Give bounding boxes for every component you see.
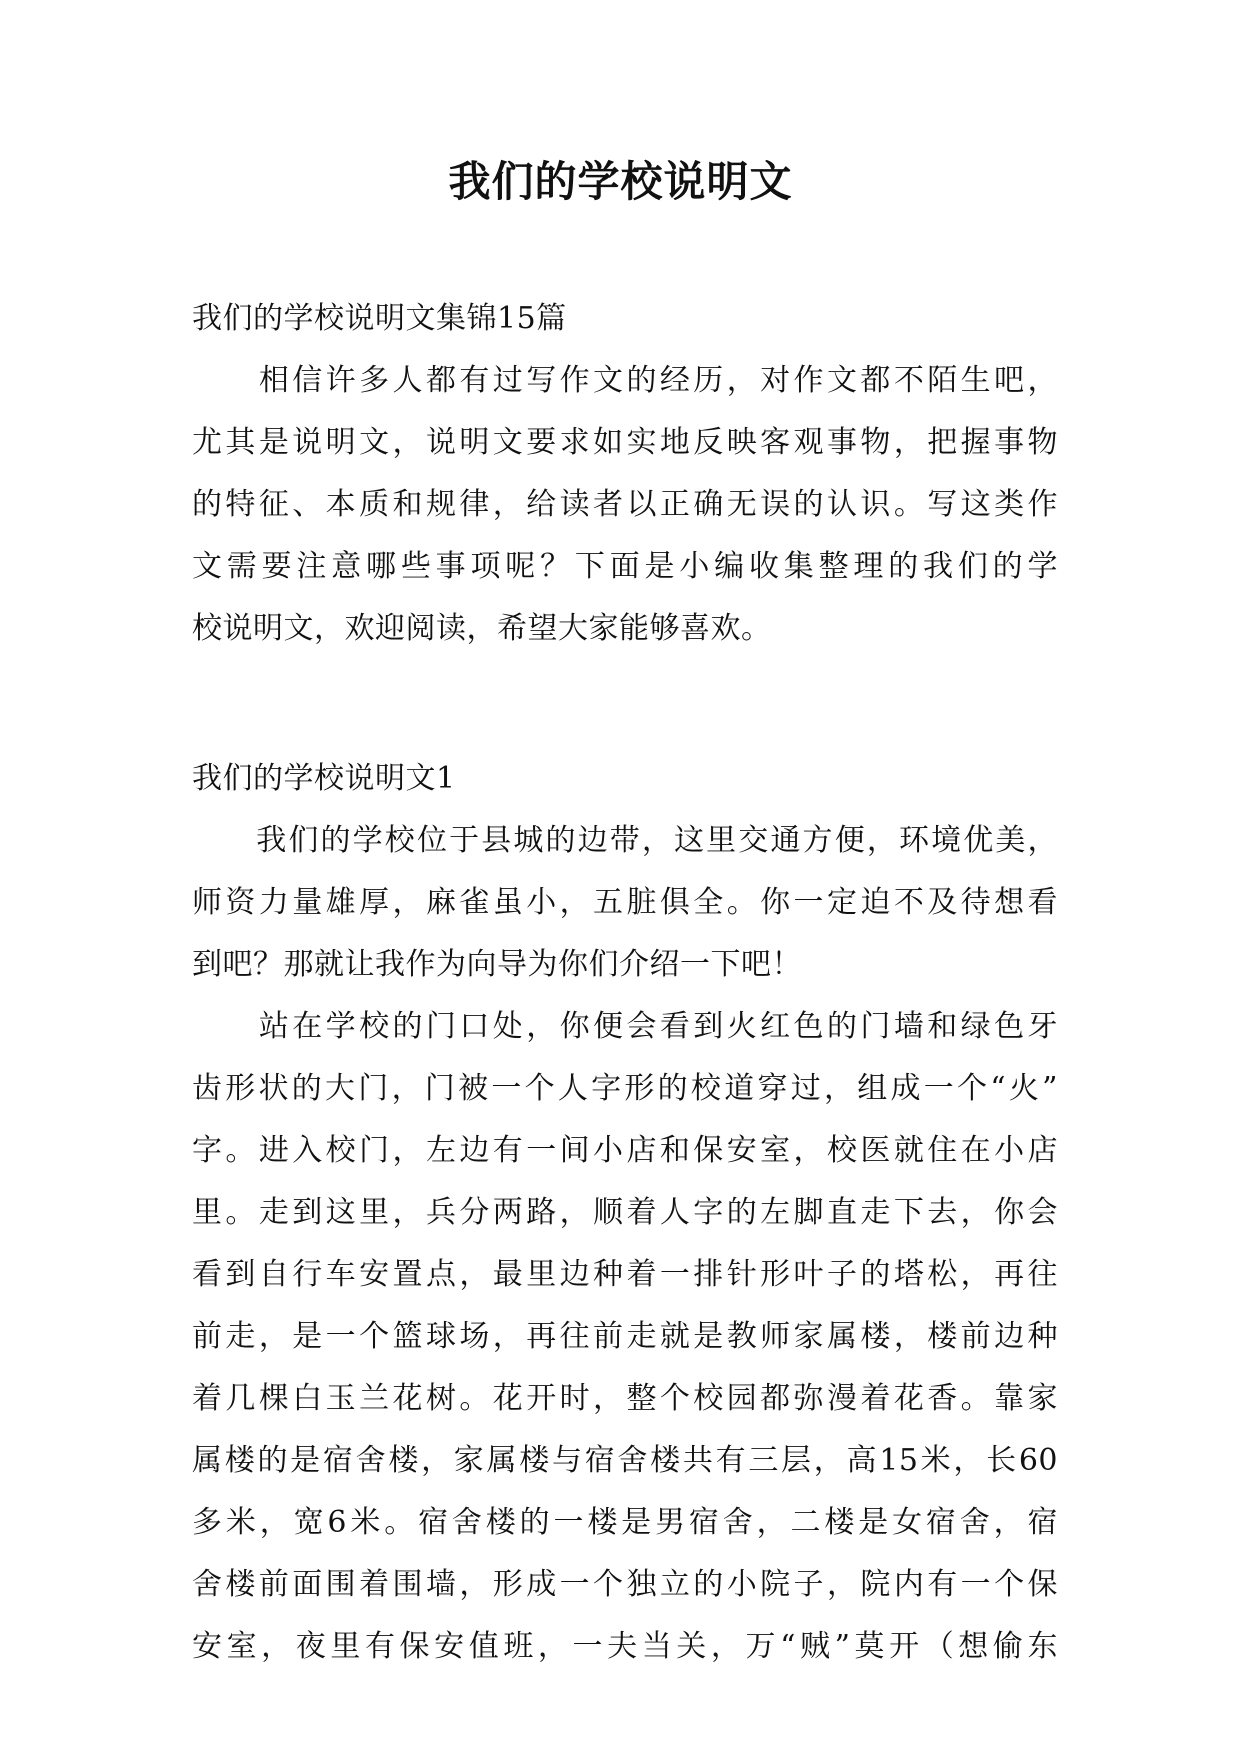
paragraph-line: 舍楼前面围着围墙，形成一个独立的小院子，院内有一个保 — [192, 1567, 1058, 1602]
paragraph-line: 校说明文，欢迎阅读，希望大家能够喜欢。 — [192, 611, 772, 646]
collection-heading: 我们的学校说明文集锦15篇 — [192, 301, 567, 336]
paragraph-line: 文需要注意哪些事项呢？下面是小编收集整理的我们的学 — [192, 549, 1058, 584]
section1-paragraph-2 — [192, 996, 1058, 1678]
paragraph-line: 师资力量雄厚，麻雀虽小，五脏俱全。你一定迫不及待想看 — [192, 885, 1058, 920]
paragraph-line: 属楼的是宿舍楼，家属楼与宿舍楼共有三层，高15米，长60 — [192, 1443, 1058, 1478]
paragraph-line: 齿形状的大门，门被一个人字形的校道穿过，组成一个“火” — [192, 1071, 1058, 1106]
paragraph-line: 安室，夜里有保安值班，一夫当关，万“贼”莫开（想偷东 — [192, 1629, 1058, 1664]
document-body — [192, 288, 1058, 1678]
paragraph-line: 我们的学校位于县城的边带，这里交通方便，环境优美， — [192, 823, 1058, 858]
paragraph-line: 的特征、本质和规律，给读者以正确无误的认识。写这类作 — [192, 487, 1058, 522]
document-title: 我们的学校说明文 — [448, 157, 793, 206]
paragraph-line: 字。进入校门，左边有一间小店和保安室，校医就住在小店 — [192, 1133, 1058, 1168]
section-gap — [192, 660, 1058, 748]
paragraph-line: 着几棵白玉兰花树。花开时，整个校园都弥漫着花香。靠家 — [192, 1381, 1058, 1416]
paragraph-line: 尤其是说明文，说明文要求如实地反映客观事物，把握事物 — [192, 425, 1058, 460]
paragraph-line: 前走，是一个篮球场，再往前走就是教师家属楼，楼前边种 — [192, 1319, 1058, 1354]
paragraph-line: 多米，宽6米。宿舍楼的一楼是男宿舍，二楼是女宿舍，宿 — [192, 1505, 1058, 1540]
paragraph-line: 相信许多人都有过写作文的经历，对作文都不陌生吧， — [192, 363, 1058, 398]
paragraph-line: 里。走到这里，兵分两路，顺着人字的左脚直走下去，你会 — [192, 1195, 1058, 1230]
paragraph-line: 站在学校的门口处，你便会看到火红色的门墙和绿色牙 — [192, 1009, 1058, 1044]
paragraph-line: 看到自行车安置点，最里边种着一排针形叶子的塔松，再往 — [192, 1257, 1058, 1292]
paragraph-line: 到吧？那就让我作为向导为你们介绍一下吧！ — [192, 947, 802, 982]
intro-paragraph — [192, 350, 1058, 660]
section1-paragraph-1 — [192, 810, 1058, 996]
section-heading: 我们的学校说明文1 — [192, 761, 456, 796]
